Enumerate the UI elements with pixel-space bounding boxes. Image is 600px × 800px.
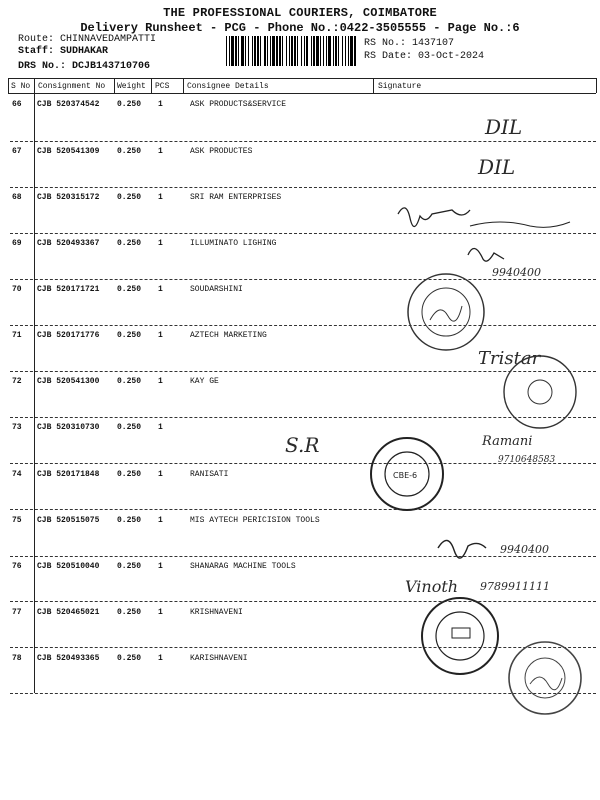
row-consignment: CJB 520465021 (37, 608, 100, 617)
row-pcs: 1 (158, 100, 163, 109)
signature-handwritten: DIL (485, 115, 523, 139)
signature-handwritten: Ramani (482, 434, 533, 449)
route-label: Route: CHINNAVEDAMPATTI (18, 34, 157, 45)
row-separator (10, 233, 596, 234)
signature-handwritten: 9789911111 (480, 580, 550, 593)
row-separator (10, 693, 596, 694)
row-separator (10, 325, 596, 326)
row-sno: 78 (12, 654, 22, 663)
row-consignee: KRISHNAVENI (190, 608, 243, 617)
row-separator (10, 279, 596, 280)
col-divider (114, 78, 115, 93)
signature-handwritten: Vinoth (405, 577, 459, 596)
row-consignee: ILLUMINATO LIGHING (190, 239, 277, 248)
row-consignment: CJB 520493365 (37, 654, 100, 663)
row-pcs: 1 (158, 239, 163, 248)
row-weight: 0.250 (117, 654, 142, 663)
row-separator (10, 647, 596, 648)
row-separator (10, 601, 596, 602)
row-consignee: KARISHNAVENI (190, 654, 248, 663)
row-pcs: 1 (158, 423, 163, 432)
signature-handwritten: 9710648583 (498, 455, 556, 465)
row-consignee: ASK PRODUCTS&SERVICE (190, 100, 287, 109)
row-consignment: CJB 520541309 (37, 147, 100, 156)
row-weight: 0.250 (117, 423, 142, 432)
row-sno: 67 (12, 147, 22, 156)
row-weight: 0.250 (117, 285, 142, 294)
row-weight: 0.250 (117, 239, 142, 248)
row-sno: 73 (12, 423, 22, 432)
col-divider (183, 78, 184, 93)
row-separator (10, 556, 596, 557)
row-weight: 0.250 (117, 516, 142, 525)
col-header-weight: Weight (117, 82, 146, 91)
row-pcs: 1 (158, 193, 163, 202)
row-sno: 74 (12, 470, 22, 479)
table-row (0, 100, 600, 146)
col-header-consignee: Consignee Details (187, 82, 269, 91)
row-separator (10, 371, 596, 372)
row-separator (10, 463, 596, 464)
row-consignment: CJB 520493367 (37, 239, 100, 248)
row-pcs: 1 (158, 562, 163, 571)
row-weight: 0.250 (117, 147, 142, 156)
row-consignment: CJB 520310730 (37, 423, 100, 432)
row-pcs: 1 (158, 147, 163, 156)
row-weight: 0.250 (117, 377, 142, 386)
row-consignee: ASK PRODUCTES (190, 147, 253, 156)
col-divider (151, 78, 152, 93)
row-separator (10, 141, 596, 142)
row-consignee: RANISATI (190, 470, 229, 479)
row-weight: 0.250 (117, 470, 142, 479)
signature-handwritten: 9940400 (500, 543, 549, 556)
signature-handwritten: DIL (478, 155, 516, 179)
row-weight: 0.250 (117, 331, 142, 340)
row-pcs: 1 (158, 285, 163, 294)
row-pcs: 1 (158, 331, 163, 340)
drs-number: DRS No.: DCJB143710706 (18, 61, 151, 72)
row-pcs: 1 (158, 516, 163, 525)
row-sno: 68 (12, 193, 22, 202)
row-separator (10, 509, 596, 510)
row-consignee: SOUDARSHINI (190, 285, 243, 294)
row-weight: 0.250 (117, 193, 142, 202)
barcode-image (226, 36, 356, 66)
handwritten-note: S.R (285, 433, 320, 457)
row-pcs: 1 (158, 470, 163, 479)
runsheet-subtitle: Delivery Runsheet - PCG - Phone No.:0422-3505555 - Page No.:6 (80, 21, 520, 35)
row-separator (10, 187, 596, 188)
row-consignment: CJB 520171721 (37, 285, 100, 294)
col-header-sno: S No (11, 82, 31, 91)
col-header-consignment: Consignment No (38, 82, 106, 91)
row-consignee: KAY GE (190, 377, 219, 386)
row-consignment: CJB 520541300 (37, 377, 100, 386)
header-bottom-border (8, 93, 596, 94)
row-consignment: CJB 520171776 (37, 331, 100, 340)
svg-text:CBE-6: CBE-6 (393, 471, 418, 480)
signature-handwritten: Tristar (478, 348, 541, 369)
col-divider (373, 78, 374, 93)
row-pcs: 1 (158, 608, 163, 617)
row-sno: 75 (12, 516, 22, 525)
row-sno: 72 (12, 377, 22, 386)
row-consignment: CJB 520515075 (37, 516, 100, 525)
row-sno: 69 (12, 239, 22, 248)
row-consignee: SHANARAG MACHINE TOOLS (190, 562, 296, 571)
row-weight: 0.250 (117, 562, 142, 571)
row-pcs: 1 (158, 654, 163, 663)
col-divider (596, 78, 597, 93)
staff-label: Staff: SUDHAKAR (18, 46, 109, 57)
col-divider (8, 78, 9, 93)
row-consignment: CJB 520315172 (37, 193, 100, 202)
row-consignee: SRI RAM ENTERPRISES (190, 193, 282, 202)
row-consignee: AZTECH MARKETING (190, 331, 267, 340)
row-pcs: 1 (158, 377, 163, 386)
col-header-pcs: PCS (155, 82, 170, 91)
row-sno: 77 (12, 608, 22, 617)
signature-handwritten: 9940400 (492, 266, 541, 279)
row-separator (10, 417, 596, 418)
row-sno: 70 (12, 285, 22, 294)
row-consignment: CJB 520171848 (37, 470, 100, 479)
row-sno: 66 (12, 100, 22, 109)
col-header-signature: Signature (378, 82, 422, 91)
row-consignment: CJB 520374542 (37, 100, 100, 109)
table-top-border (8, 78, 596, 79)
row-consignment: CJB 520510040 (37, 562, 100, 571)
row-sno: 71 (12, 331, 22, 340)
row-weight: 0.250 (117, 100, 142, 109)
company-title: THE PROFESSIONAL COURIERS, COIMBATORE (163, 6, 437, 20)
rs-date: RS Date: 03-Oct-2024 (364, 51, 485, 62)
row-sno: 76 (12, 562, 22, 571)
row-consignee: MIS AYTECH PERICISION TOOLS (190, 516, 320, 525)
row-weight: 0.250 (117, 608, 142, 617)
rs-number: RS No.: 1437107 (364, 38, 455, 49)
